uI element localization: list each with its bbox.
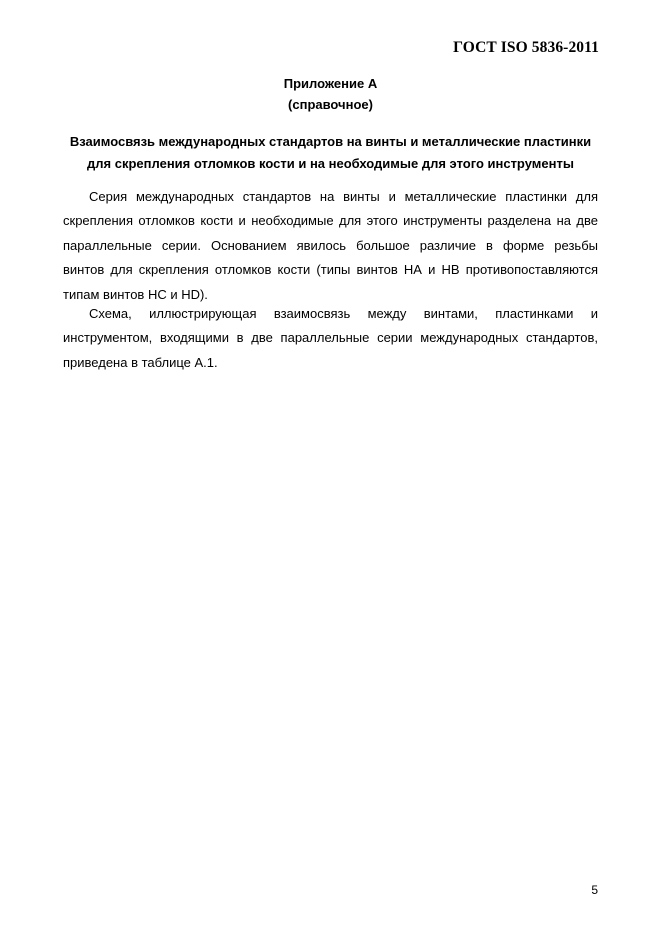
paragraph-line: параллельные серии. Основанием явилось большое различие в форме резьбы	[63, 237, 598, 253]
paragraph-line: инструментом, входящими в две параллельные серии международных стандартов,	[63, 330, 598, 346]
annex-heading	[0, 73, 661, 115]
document-code: ГОСТ ISO 5836-2011	[453, 39, 599, 56]
paragraph	[63, 185, 598, 307]
paragraph-line: приведена в таблице А.1.	[63, 354, 218, 370]
paragraph-line: скрепления отломков кости и необходимые для этого инструменты разделена на две	[63, 213, 598, 229]
section-title	[56, 131, 605, 175]
section-title-line: Взаимосвязь международных стандартов на винты и металлические пластинки	[69, 134, 592, 149]
paragraph	[63, 302, 598, 375]
paragraph-line: Серия международных стандартов на винты и металлические пластинки для	[89, 189, 598, 204]
annex-subtitle: (справочное)	[288, 97, 373, 112]
paragraph-line: типам винтов НС и HD).	[63, 286, 208, 302]
page-number: 5	[591, 883, 598, 897]
paragraph-line: Схема, иллюстрирующая взаимосвязь между винтами, пластинками и	[89, 306, 598, 321]
paragraph-line: винтов для скрепления отломков кости (типы винтов НА и НВ противопоставляются	[63, 262, 598, 278]
annex-title: Приложение А	[283, 76, 378, 91]
section-title-line: для скрепления отломков кости и на необходимые для этого инструменты	[87, 156, 574, 171]
